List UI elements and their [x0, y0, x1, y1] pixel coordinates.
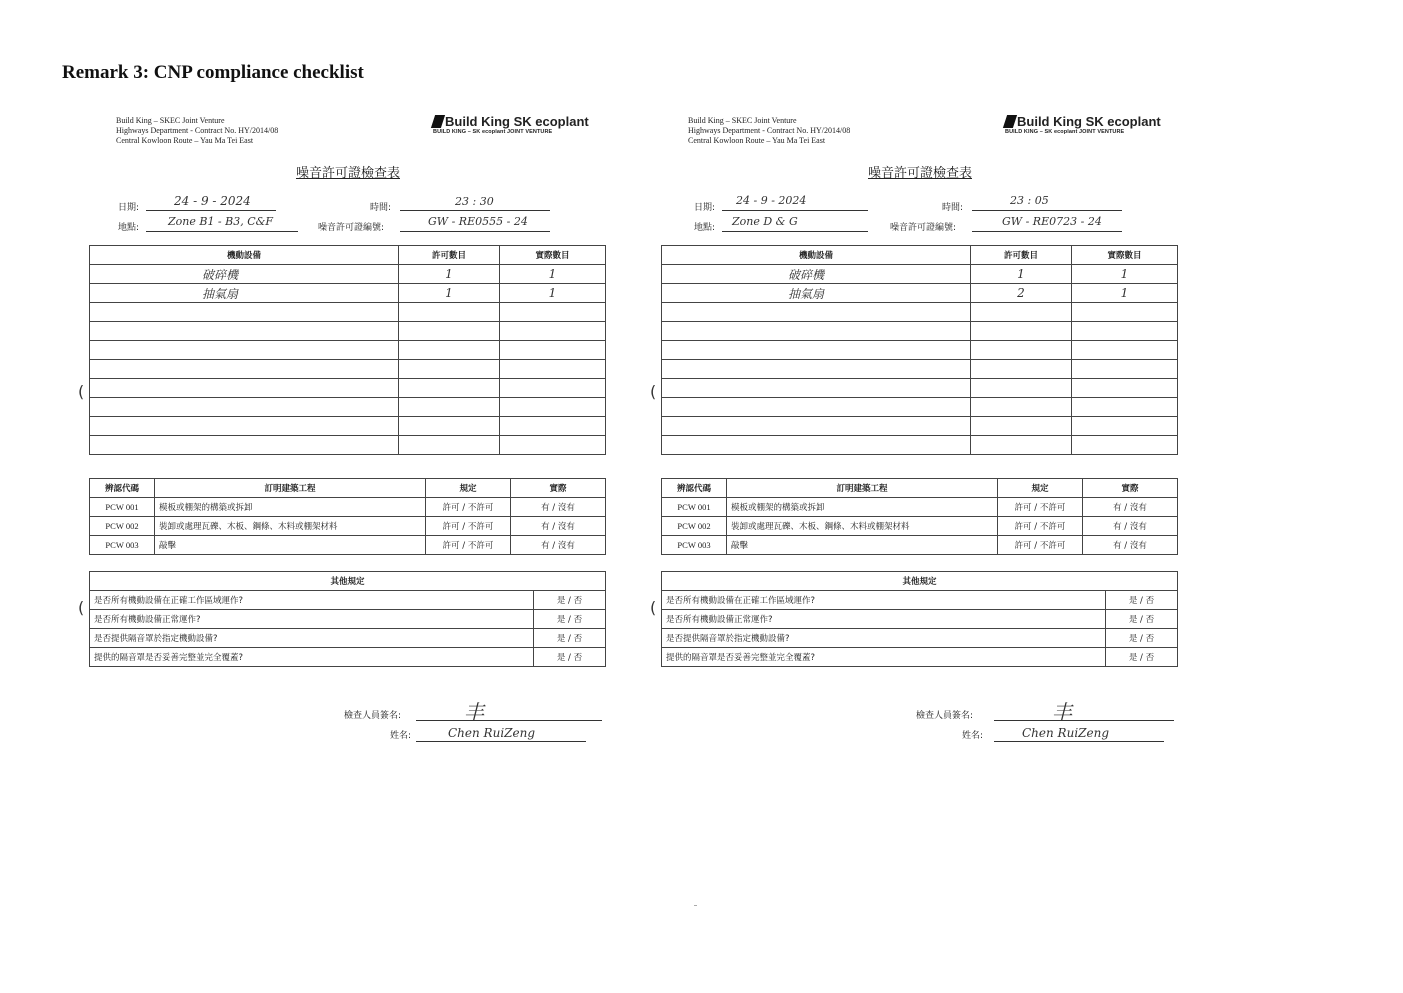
rule-header: 規定 [426, 479, 511, 498]
header-line: Highways Department - Contract No. HY/2014/08 [116, 126, 279, 135]
table-row [662, 341, 1178, 360]
actual-header: 實際 [1083, 479, 1178, 498]
table-row [90, 284, 606, 303]
equipment-table [661, 245, 1178, 455]
id-code-header: 辨認代碼 [662, 479, 727, 498]
pcw-code: PCW 002 [90, 517, 155, 536]
inspector-sign-label: 檢查人員簽名: [344, 711, 402, 721]
pcw-rule: 許可 / 不許可 [998, 498, 1083, 517]
pcw-actual: 有 / 沒有 [1083, 536, 1178, 555]
permitted-qty: 2 [971, 284, 1072, 303]
location-value: Zone D & G [732, 215, 798, 228]
pcw-code: PCW 003 [662, 536, 727, 555]
table-row [90, 498, 606, 517]
rule-question: 提供的隔音罩是否妥善完整並完全覆蓋? [662, 648, 1106, 667]
works-header: 訂明建築工程 [727, 479, 998, 498]
table-row [662, 398, 1178, 417]
actual-qty-header: 實際數目 [1072, 246, 1178, 265]
rule-question: 是否提供隔音罩於指定機動設備? [90, 629, 534, 648]
date-label: 日期: [118, 203, 140, 213]
rule-answer: 是 / 否 [534, 629, 606, 648]
rule-question: 是否提供隔音罩於指定機動設備? [662, 629, 1106, 648]
pcw-desc: 敲擊 [727, 536, 998, 555]
logo-main-text: Build King SK ecoplant [1017, 114, 1161, 129]
permitted-qty-header: 許可數目 [399, 246, 500, 265]
pcw-desc: 裝卸或處理瓦礫、木板、鋼條、木料或棚架材料 [727, 517, 998, 536]
header-line: Central Kowloon Route – Yau Ma Tei East [116, 136, 254, 145]
bracket-mark: ( [78, 598, 85, 617]
page-mark [694, 905, 697, 906]
signature-mark: 丰 [1052, 700, 1072, 724]
table-row [90, 648, 606, 667]
rule-answer: 是 / 否 [1106, 629, 1178, 648]
rule-answer: 是 / 否 [534, 591, 606, 610]
permitted-qty-header: 許可數目 [971, 246, 1072, 265]
logo-sub-text: BUILD KING – SK ecoplant JOINT VENTURE [1005, 129, 1125, 135]
pcw-rule: 許可 / 不許可 [426, 517, 511, 536]
time-label: 時間: [370, 203, 392, 213]
signature-mark: 丰 [464, 700, 484, 724]
permitted-qty: 1 [971, 265, 1072, 284]
rule-header: 規定 [998, 479, 1083, 498]
table-row [662, 436, 1178, 455]
header-line: Central Kowloon Route – Yau Ma Tei East [688, 136, 826, 145]
pcw-actual: 有 / 沒有 [1083, 498, 1178, 517]
bracket-mark: ( [650, 598, 657, 617]
pcw-actual: 有 / 沒有 [511, 498, 606, 517]
table-row [90, 417, 606, 436]
name-label: 姓名: [390, 731, 412, 741]
equipment-name: 抽氣扇 [662, 284, 971, 303]
location-label: 地點: [118, 223, 140, 233]
equipment-header: 機動設備 [662, 246, 971, 265]
table-row [90, 591, 606, 610]
logo-main-text: Build King SK ecoplant [445, 114, 589, 129]
table-row [662, 360, 1178, 379]
checklist-form-1 [78, 110, 608, 760]
table-row [90, 265, 606, 284]
table-row [662, 591, 1178, 610]
rule-question: 提供的隔音罩是否妥善完整並完全覆蓋? [90, 648, 534, 667]
location-value: Zone B1 - B3, C&F [168, 215, 274, 228]
signer-name: Chen RuiZeng [448, 726, 536, 740]
other-rules-table [89, 571, 606, 667]
permitted-qty: 1 [399, 265, 500, 284]
date-label: 日期: [694, 203, 716, 213]
pcw-rule: 許可 / 不許可 [426, 498, 511, 517]
pcw-desc: 裝卸或處理瓦礫、木板、鋼條、木料或棚架材料 [155, 517, 426, 536]
permit-no-value: GW - RE0723 - 24 [1002, 215, 1102, 228]
rule-question: 是否所有機動設備在正確工作區域運作? [90, 591, 534, 610]
buildking-logo [433, 114, 589, 135]
time-label: 時間: [942, 203, 964, 213]
bracket-mark: ( [78, 382, 85, 401]
table-row [90, 610, 606, 629]
pcw-actual: 有 / 沒有 [1083, 517, 1178, 536]
equipment-name: 破碎機 [90, 265, 399, 284]
form-title: 噪音許可證檢查表 [295, 166, 400, 181]
pcw-rule: 許可 / 不許可 [998, 517, 1083, 536]
other-rules-header: 其他規定 [90, 572, 606, 591]
time-value: 23 : 05 [1010, 194, 1049, 207]
table-row [90, 341, 606, 360]
table-row [662, 517, 1178, 536]
table-row [90, 536, 606, 555]
pcw-table [89, 478, 606, 555]
works-header: 訂明建築工程 [155, 479, 426, 498]
date-value: 24 - 9 - 2024 [736, 194, 807, 207]
signer-name: Chen RuiZeng [1022, 726, 1110, 740]
pcw-rule: 許可 / 不許可 [998, 536, 1083, 555]
pcw-rule: 許可 / 不許可 [426, 536, 511, 555]
permit-no-value: GW - RE0555 - 24 [428, 215, 528, 228]
table-row [90, 517, 606, 536]
time-value: 23 : 30 [455, 195, 494, 208]
table-row [90, 436, 606, 455]
table-row [90, 322, 606, 341]
table-row [90, 360, 606, 379]
table-row [662, 629, 1178, 648]
pcw-code: PCW 001 [662, 498, 727, 517]
table-row [662, 536, 1178, 555]
header-line: Build King – SKEC Joint Venture [688, 116, 797, 125]
pcw-code: PCW 002 [662, 517, 727, 536]
pcw-actual: 有 / 沒有 [511, 517, 606, 536]
pcw-code: PCW 003 [90, 536, 155, 555]
actual-qty: 1 [1072, 284, 1178, 303]
actual-qty-header: 實際數目 [500, 246, 606, 265]
table-row [662, 284, 1178, 303]
permit-no-label: 噪音許可證編號: [890, 223, 957, 233]
rule-question: 是否所有機動設備在正確工作區域運作? [662, 591, 1106, 610]
table-row [662, 379, 1178, 398]
permit-no-label: 噪音許可證編號: [318, 223, 385, 233]
logo-sub-text: BUILD KING – SK ecoplant JOINT VENTURE [433, 129, 553, 135]
logo-slash-icon [431, 115, 445, 128]
pcw-desc: 敲擊 [155, 536, 426, 555]
remark-title: Remark 3: CNP compliance checklist [62, 62, 364, 83]
id-code-header: 辨認代碼 [90, 479, 155, 498]
permitted-qty: 1 [399, 284, 500, 303]
actual-qty: 1 [500, 284, 606, 303]
form-title: 噪音許可證檢查表 [867, 166, 972, 181]
table-row [662, 322, 1178, 341]
table-row [662, 303, 1178, 322]
other-rules-table [661, 571, 1178, 667]
rule-question: 是否所有機動設備正常運作? [662, 610, 1106, 629]
name-label: 姓名: [962, 731, 984, 741]
pcw-code: PCW 001 [90, 498, 155, 517]
table-row [90, 303, 606, 322]
table-row [90, 398, 606, 417]
location-label: 地點: [694, 223, 716, 233]
checklist-form-2 [650, 110, 1180, 760]
table-row [662, 610, 1178, 629]
equipment-name: 破碎機 [662, 265, 971, 284]
actual-qty: 1 [500, 265, 606, 284]
bracket-mark: ( [650, 382, 657, 401]
rule-answer: 是 / 否 [534, 610, 606, 629]
other-rules-header: 其他規定 [662, 572, 1178, 591]
pcw-desc: 模板或棚架的構築或拆卸 [155, 498, 426, 517]
table-row [662, 648, 1178, 667]
logo-slash-icon [1003, 115, 1017, 128]
table-row [662, 265, 1178, 284]
table-row [90, 629, 606, 648]
pcw-actual: 有 / 沒有 [511, 536, 606, 555]
rule-answer: 是 / 否 [534, 648, 606, 667]
table-row [662, 498, 1178, 517]
date-value: 24 - 9 - 2024 [174, 194, 251, 208]
inspector-sign-label: 檢查人員簽名: [916, 711, 974, 721]
table-row [90, 379, 606, 398]
pcw-desc: 模板或棚架的構築或拆卸 [727, 498, 998, 517]
buildking-logo [1005, 114, 1161, 135]
form-header [688, 116, 850, 146]
actual-header: 實際 [511, 479, 606, 498]
header-line: Build King – SKEC Joint Venture [116, 116, 225, 125]
rule-question: 是否所有機動設備正常運作? [90, 610, 534, 629]
equipment-table [89, 245, 606, 455]
pcw-table [661, 478, 1178, 555]
equipment-header: 機動設備 [90, 246, 399, 265]
equipment-name: 抽氣扇 [90, 284, 399, 303]
actual-qty: 1 [1072, 265, 1178, 284]
form-header [116, 116, 278, 146]
rule-answer: 是 / 否 [1106, 648, 1178, 667]
rule-answer: 是 / 否 [1106, 610, 1178, 629]
rule-answer: 是 / 否 [1106, 591, 1178, 610]
table-row [662, 417, 1178, 436]
header-line: Highways Department - Contract No. HY/2014/08 [688, 126, 851, 135]
